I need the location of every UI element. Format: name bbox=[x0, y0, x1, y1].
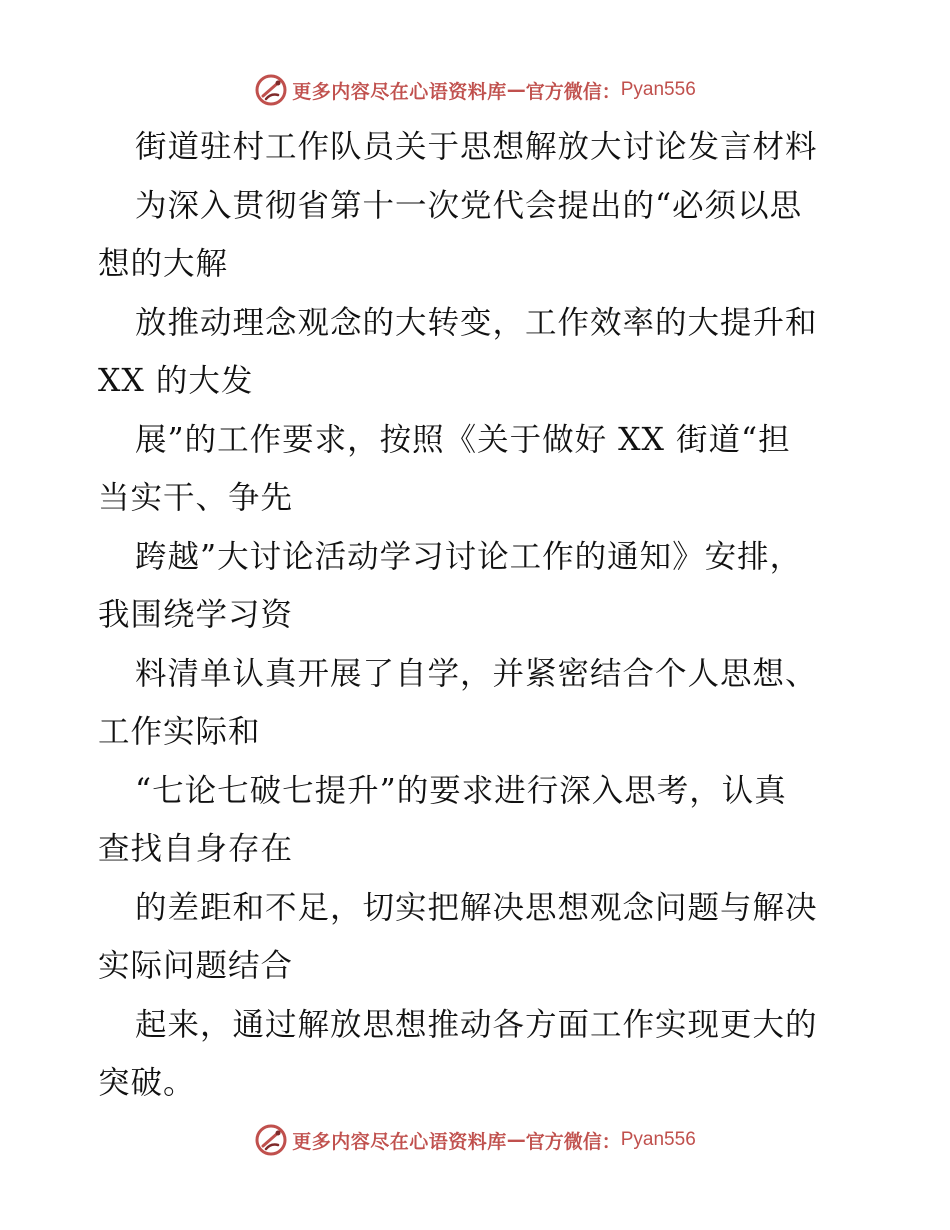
watermark-brand-text: 更多内容尽在心语资料库 bbox=[292, 1130, 507, 1153]
document-line: 跨越”大讨论活动学习讨论工作的通知》安排， bbox=[135, 538, 803, 575]
header-watermark bbox=[0, 70, 950, 110]
footer-watermark bbox=[0, 1120, 950, 1160]
document-line: 展”的工作要求，按照《关于做好 XX 街道“担 bbox=[135, 421, 791, 458]
document-line: 的差距和不足，切实把解决思想观念问题与解决 bbox=[135, 889, 818, 926]
watermark-separator: — bbox=[506, 1129, 526, 1151]
logo-icon bbox=[254, 1123, 288, 1157]
watermark-separator: — bbox=[506, 79, 526, 101]
document-line: 当实干、争先 bbox=[98, 480, 294, 516]
document-line: 料清单认真开展了自学，并紧密结合个人思想、 bbox=[135, 655, 818, 692]
watermark-wechat-id: Pyan556 bbox=[620, 1129, 696, 1150]
document-body bbox=[98, 118, 858, 1113]
document-line: 查找自身存在 bbox=[98, 831, 294, 867]
watermark-wechat-id: Pyan556 bbox=[620, 79, 696, 100]
watermark-wechat-label: 官方微信： bbox=[525, 80, 621, 103]
logo-icon bbox=[254, 73, 288, 107]
document-line: 放推动理念观念的大转变，工作效率的大提升和 bbox=[135, 304, 818, 341]
document-line: “七论七破七提升”的要求进行深入思考，认真 bbox=[135, 772, 787, 809]
watermark-wechat-label: 官方微信： bbox=[525, 1130, 621, 1153]
document-line: 为深入贯彻省第十一次党代会提出的“必须以思 bbox=[135, 187, 803, 224]
document-line: 街道驻村工作队员关于思想解放大讨论发言材料 bbox=[135, 129, 818, 165]
document-line: 实际问题结合 bbox=[98, 948, 294, 984]
document-line: 起来，通过解放思想推动各方面工作实现更大的 bbox=[135, 1006, 818, 1043]
document-line: 工作实际和 bbox=[98, 714, 261, 750]
document-line: 突破。 bbox=[98, 1065, 196, 1101]
document-line: 我围绕学习资 bbox=[98, 597, 294, 633]
watermark-brand-text: 更多内容尽在心语资料库 bbox=[292, 80, 507, 103]
document-line: 想的大解 bbox=[98, 246, 229, 282]
document-line: XX 的大发 bbox=[98, 363, 254, 399]
